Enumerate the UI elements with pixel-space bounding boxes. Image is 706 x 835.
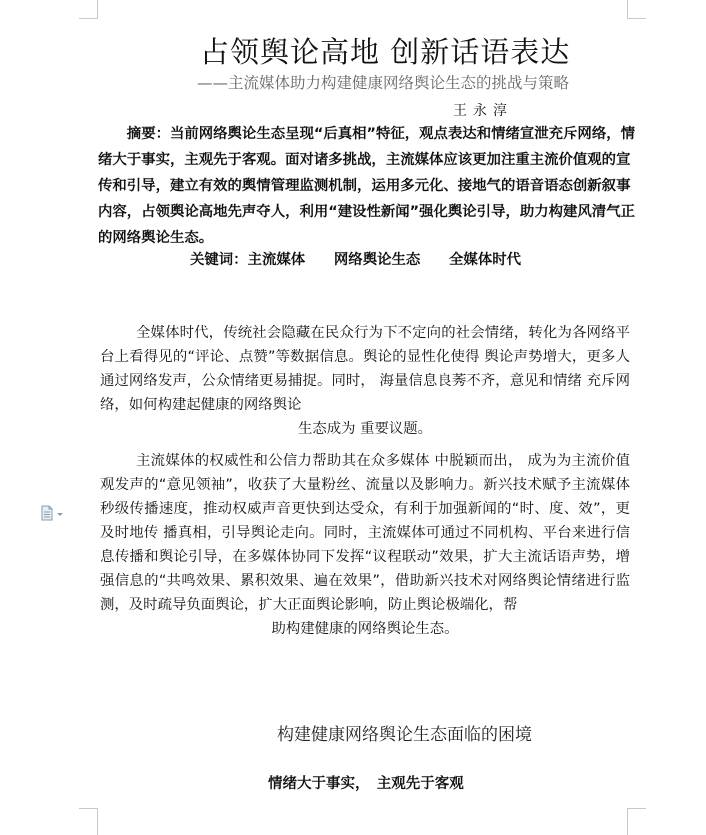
author-name: 王永淳 <box>453 103 513 119</box>
paragraph-1-text: 全媒体时代，传统社会隐藏在民众行为下不定向的社会情绪，转化为各网络平台上看得见的“评论、点赞”等数据信息。舆论的显性化使得 舆论声势增大，更多人通过网络发声，公众情绪更易捕捉。同时， 海量信息良莠不齐，意见和情绪 充斥网络，如何构建起健康的网络舆论 <box>100 325 630 413</box>
body-paragraph-1 <box>100 321 630 441</box>
section-subheading: 情绪大于事实， 主观先于客观 <box>268 775 464 792</box>
crop-mark-top-right-v <box>627 0 628 18</box>
abstract-text: 摘要：当前网络舆论生态呈现“后真相”特征，观点表达和情绪宣泄充斥网络，情绪大于事实，主观先于客观。面对诸多挑战，主流媒体应该更加注重主流价值观的宣传和引导，建立有效的舆情管理监测机制，运用多元化、接地气的语音语态创新叙事内容，占领舆论高地先声夺人，利用“建设性新闻”强化舆论引导，助力构建风清气正的网络舆论生态。 <box>98 126 635 246</box>
crop-mark-bottom-right-v <box>627 808 628 835</box>
crop-mark-top-right-h <box>627 18 646 19</box>
document-title: 占领舆论高地 创新话语表达 <box>200 35 571 69</box>
document-icon[interactable] <box>40 505 66 521</box>
section-heading: 构建健康网络舆论生态面临的困境 <box>277 725 532 745</box>
crop-mark-top-left-h <box>79 18 98 19</box>
paragraph-2-last-line: 助构建健康的网络舆论生态。 <box>271 621 459 637</box>
document-subtitle: ——主流媒体助力构建健康网络舆论生态的挑战与策略 <box>197 74 570 92</box>
paragraph-2-text: 主流媒体的权威性和公信力帮助其在众多媒体 中脱颖而出， 成为为主流价值观发声的“意见领袖”，收获了大量粉丝、流量以及影响力。新兴技术赋予主流媒体秒级传播速度，推动权威声音更快到达受众，有利于加强新闻的“时、度、效”，更及时地传 播真相，引导舆论走向。同时，主流媒体可通过不同机构、平台来进行信息传播和舆论引导，在多媒体协同下发挥“议程联动”效果，扩大主流话语声势，增强信息的“共鸣效果、累积效果、遍在效果”，借助新兴技术对网络舆论情绪进行监测，及时疏导负面舆论，扩大正面舆论影响，防止舆论极端化，帮 <box>100 453 630 613</box>
crop-mark-bottom-left-v <box>97 808 98 835</box>
paragraph-1-last-line: 生态成为 重要议题。 <box>297 421 433 437</box>
keywords-line: 关键词：主流媒体 网络舆论生态 全媒体时代 <box>190 252 521 268</box>
crop-mark-bottom-right-h <box>627 808 646 809</box>
abstract-block <box>98 121 638 251</box>
crop-mark-bottom-left-h <box>79 808 98 809</box>
crop-mark-top-left-v <box>97 0 98 18</box>
body-paragraph-2 <box>100 449 630 641</box>
